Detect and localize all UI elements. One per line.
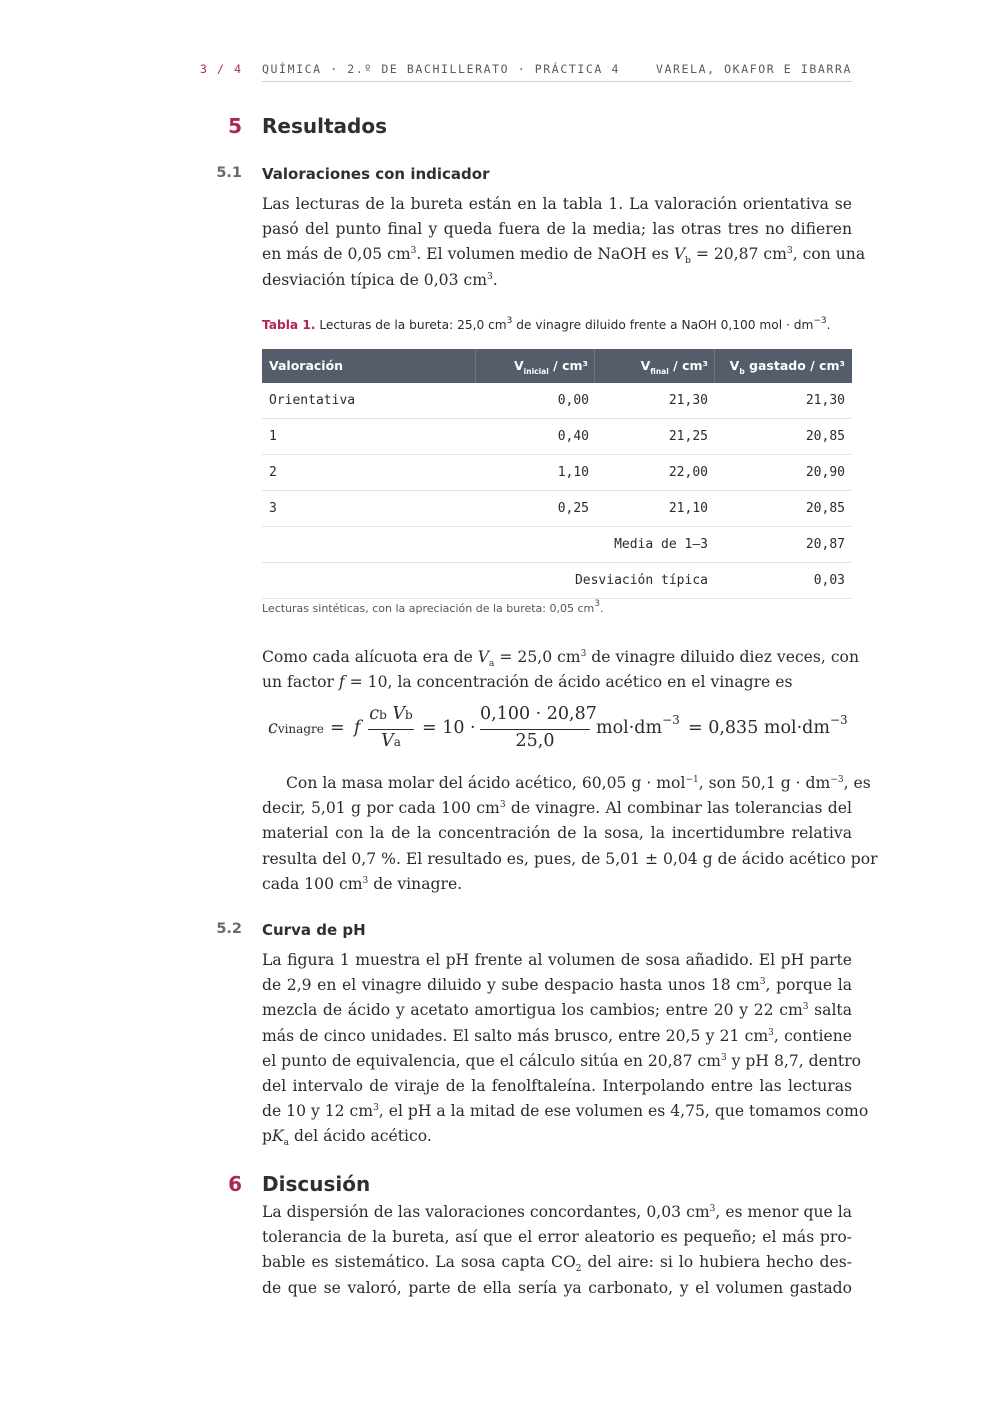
text-line: $pK_a$ del ácido acético. bbox=[262, 1127, 432, 1149]
factor-symbol: f bbox=[354, 718, 361, 738]
equals-sign: = bbox=[330, 718, 345, 738]
section-number: 5 bbox=[228, 114, 242, 138]
subsection-number: 5.1 bbox=[216, 165, 242, 181]
paragraph-results-intro bbox=[262, 192, 866, 293]
text-line: Las lecturas de la bureta están en la tabla 1. La valoración orientativa se bbox=[262, 195, 852, 213]
equation-lhs: cvinagre bbox=[268, 718, 324, 738]
text-line: cada 100 $cm^3$ de vinagre. bbox=[262, 874, 463, 893]
running-header bbox=[200, 62, 852, 84]
equation-result: = 0,835 $mol\cdot dm^{-3}$ bbox=[688, 713, 848, 738]
table-row bbox=[262, 491, 852, 527]
table-cell: 3 bbox=[269, 501, 277, 516]
table-row bbox=[262, 455, 852, 491]
table-header bbox=[262, 349, 852, 383]
table-cell: Orientativa bbox=[269, 393, 356, 408]
table-cell: 2 bbox=[269, 465, 277, 480]
text-line: de 10 y 12 $cm^3$, el pH a la mitad de ese volumen es 4,75, que tomamos como bbox=[262, 1102, 869, 1121]
subsection-title: Valoraciones con indicador bbox=[262, 165, 490, 183]
header-rule bbox=[262, 81, 852, 82]
text-line: más de cinco unidades. El salto más brusco, entre 20,5 y 21 $cm^3$, contiene bbox=[262, 1026, 852, 1045]
fraction-bar bbox=[368, 729, 414, 730]
column-header: $V_{inicial} / cm^3$ bbox=[476, 349, 595, 383]
fraction-numerator: 0,100 · 20,87 bbox=[480, 704, 597, 724]
table-cell: 20,85 bbox=[805, 501, 845, 516]
concentration-equation bbox=[268, 702, 858, 758]
table-cell: 21,25 bbox=[668, 429, 708, 444]
subsection-title: Curva de pH bbox=[262, 921, 366, 939]
table-cell: 1,10 bbox=[557, 465, 589, 480]
text-line: en más de 0,05 $cm^3$. El volumen medio de NaOH es $V_b = 20,87$ $cm^3$, con una bbox=[262, 245, 866, 267]
text-line: de que se valoró, parte de ella sería ya carbonato, y el volumen gastado bbox=[262, 1278, 852, 1297]
fraction-denominator: Va bbox=[381, 731, 401, 751]
paragraph-ph-curve bbox=[262, 948, 869, 1150]
table-cell: 20,85 bbox=[805, 429, 845, 444]
text-line: decir, 5,01 g por cada 100 $cm^3$ de vinagre. Al combinar las tolerancias del bbox=[262, 799, 852, 818]
table-cell: 22,00 bbox=[668, 465, 708, 480]
fraction-denominator: 25,0 bbox=[515, 731, 555, 751]
table-row bbox=[262, 419, 852, 455]
text-line: mezcla de ácido y acetato amortigua los cambios; entre 20 y 22 $cm^3$ salta bbox=[262, 1001, 852, 1020]
table-cell: 0,25 bbox=[557, 501, 589, 516]
mean-value: 20,87 bbox=[805, 537, 845, 552]
paragraph-aliquot bbox=[262, 645, 859, 695]
section-title: Discusión bbox=[262, 1172, 371, 1196]
text-line: pasó del punto final y queda fuera de la media; las otras tres no difieren bbox=[262, 220, 852, 239]
column-header: Valoración bbox=[262, 349, 476, 383]
text-line: bable es sistemático. La sosa capta $CO_2$ del aire: si lo hubiera hecho des- bbox=[262, 1253, 852, 1275]
table-cell: 21,10 bbox=[668, 501, 708, 516]
fraction-symbolic bbox=[368, 702, 414, 758]
text-line: de 2,9 en el vinagre diluido y sube despacio hasta unos 18 $cm^3$, porque la bbox=[262, 976, 852, 995]
equation-unit: $mol\cdot dm^{-3}$ bbox=[596, 713, 680, 738]
sd-label: Desviación típica bbox=[574, 573, 708, 588]
text-line: tolerancia de la bureta, así que el error aleatorio es pequeño; el más pro- bbox=[262, 1228, 852, 1247]
text-line: Como cada alícuota era de $V_a = 25,0$ $cm^3$ de vinagre diluido diez veces, con bbox=[262, 648, 859, 669]
equation-step: = 10 · bbox=[422, 718, 476, 738]
fraction-bar bbox=[480, 729, 590, 730]
text-line: resulta del 0,7 %. El resultado es, pues, de 5,01 ± 0,04 g de ácido acético por bbox=[262, 849, 878, 868]
table-caption: Tabla 1. Lecturas de la bureta: 25,0 $cm^3$ de vinagre diluido frente a NaOH 0,100 mol · $dm^{-3}$. bbox=[262, 316, 831, 332]
table-cell: 21,30 bbox=[668, 393, 708, 408]
table-row-mean bbox=[262, 527, 852, 563]
fraction-numerator: cb Vb bbox=[369, 704, 413, 724]
subsection-number: 5.2 bbox=[216, 921, 242, 937]
burette-readings-table bbox=[262, 349, 852, 599]
table-cell: 0,00 bbox=[557, 393, 589, 408]
authors: VARELA, OKAFOR E IBARRA bbox=[655, 62, 852, 76]
paragraph-discussion bbox=[262, 1200, 852, 1301]
text-line: desviación típica de 0,03 $cm^3$. bbox=[262, 270, 498, 289]
section-title: Resultados bbox=[262, 114, 387, 138]
table-cell: 0,40 bbox=[557, 429, 589, 444]
column-header: $V_b$ gastado / cm³ bbox=[729, 358, 845, 376]
text-line: La dispersión de las valoraciones concordantes, 0,03 $cm^3$, es menor que la bbox=[262, 1203, 853, 1221]
text-line: el punto de equivalencia, que el cálculo sitúa en 20,87 $cm^3$ y pH 8,7, dentro bbox=[262, 1051, 862, 1070]
mean-label: Media de 1–3 bbox=[614, 537, 708, 552]
text-line: del intervalo de viraje de la fenolftaleína. Interpolando entre las lecturas bbox=[262, 1077, 852, 1096]
table-row-sd bbox=[262, 563, 852, 599]
text-line: Con la masa molar del ácido acético, 60,05 g · mol$^{-1}$, son 50,1 $g \cdot dm^{-3}$, es bbox=[286, 774, 871, 792]
fraction-numeric bbox=[480, 702, 597, 758]
table-cell: 21,30 bbox=[805, 393, 845, 408]
column-header: $V_{final} / cm^3$ bbox=[595, 349, 715, 383]
table-cell: 1 bbox=[269, 429, 277, 444]
sd-value: 0,03 bbox=[813, 573, 845, 588]
table-cell: 20,90 bbox=[805, 465, 845, 480]
paragraph-mass bbox=[262, 771, 878, 897]
page-number: 3 / 4 bbox=[200, 62, 243, 76]
text-line: La figura 1 muestra el pH frente al volumen de sosa añadido. El pH parte bbox=[262, 951, 852, 969]
course-title: QUÍMICA · 2.º DE BACHILLERATO · PRÁCTICA 4 bbox=[262, 62, 620, 76]
section-number: 6 bbox=[228, 1172, 242, 1196]
table-note: Lecturas sintéticas, con la apreciación de la bureta: 0,05 $cm^3$. bbox=[262, 599, 604, 615]
text-line: material con la de la concentración de la sosa, la incertidumbre relativa bbox=[262, 824, 852, 843]
text-line: un factor f = 10, la concentración de ácido acético en el vinagre es bbox=[262, 673, 793, 692]
table-row bbox=[262, 383, 852, 419]
